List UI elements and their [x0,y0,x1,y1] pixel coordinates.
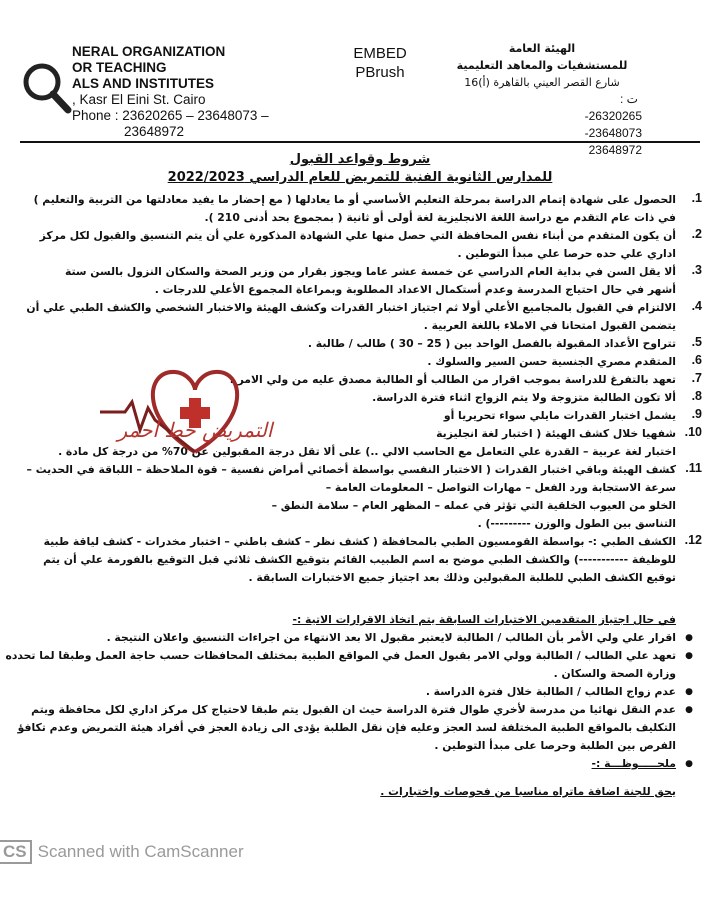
page-title: شروط وقواعد القبول [289,152,431,167]
item-line: تعهد بالتفرغ للدراسة بموجب اقرار من الطالب أو الطالبة مصدق عليه من ولي الامر . [229,373,676,386]
pbrush-text: PBrush [355,64,405,81]
item-line: أشهر في حال احتياج المدرسة وعدم أستكمال الاعداد المطلوبة وبمراعاة المجموع الأعلي للدرجات . [154,283,676,296]
item-number: 9. [691,407,702,421]
bullet-item [40,629,702,647]
item-line: الالتزام في القبول بالمجاميع الأعلي أولا ثم اجتياز اختبار القدرات وكشف الهيئة والاختبار الشخصي والكشف الطبي علي أن [26,301,676,314]
item-line: اداري علي حده حرصا علي مبدأ التوطين . [457,247,676,260]
org-ar: الهيئة العامة [508,42,576,55]
bullet-line: الفرص بين الطلبة وحرصا على مبدأ التوطين . [434,739,676,752]
bullet-line: تعهد علي الطالب / الطالبة وولي الامر بقبول العمل في المواقع الطبية بمختلف المحافظات حسب حاجة العمل وطبقا لما تحدده [5,649,676,662]
org-ar: للمستشفيات والمعاهد التعليمية [456,59,628,72]
item-number: 6. [691,353,702,367]
bullet-icon: ● [685,633,693,643]
bullet-item [40,683,702,701]
declarations-section [5,611,702,801]
item-line: الحصول على شهادة إتمام الدراسة بمرحلة التعليم الأساسي أو ما يعادلها ( مع إحضار ما يفيد معادلتها من التربية والتعليم ) [33,193,676,206]
bullet-icon: ● [685,705,693,715]
logo-slogan: التمريض خط أحمر [117,418,273,442]
search-icon[interactable] [18,58,78,118]
item-number: 2. [691,227,702,241]
camscanner-badge: CS [0,840,32,864]
list-item [60,335,702,353]
bullet-item [17,701,702,755]
header-embed [340,44,420,82]
item-number: 8. [691,389,702,403]
list-item [26,299,702,335]
phone: Phone : 23620265 – 23648073 – [72,108,269,123]
item-line: أن يكون المتقدم من أبناء نفس المحافظة التي حصل منها علي الشهادة المذكورة علي أن يتم التنسيق والقبول لكل مركز [39,229,676,242]
item-number: 11. [685,461,702,475]
item-line: يشمل اختبار القدرات مايلي سواء تحريريا أو [443,409,676,422]
item-number: 4. [691,299,702,313]
camscanner-watermark [0,840,244,864]
note-item: ● ملحـــــوظـــة :- [40,755,702,773]
item-line: يتضمن القبول امتحانا في الاملاء باللغة العربية . [423,319,676,332]
item-line: سرعة الاستجابة ورد الفعل – مهارات التواصل – المعلومات العامة – [325,481,676,494]
item-line: الخلو من العيوب الخلقية التي تؤثر في عمله – المظهر العام – سلامة النطق – [271,499,676,512]
list-item [26,461,702,533]
list-item [39,227,702,263]
bullet-line: وزارة الصحة والسكان . [553,667,676,680]
item-line: للوظيفة -----------) والكشف الطبي موضح به اسم الطبيب القائم بتوقيع الكشف ثلاثي قبل التوقيع بالفورمة علي أن يتم [43,553,676,566]
item-number: 3. [691,263,702,277]
item-number: 12. [684,533,702,547]
org-line: NERAL ORGANIZATION [72,44,226,59]
heart-logo-icon [100,360,290,460]
list-item [60,263,702,299]
item-line: ألا تكون الطالبة متزوجة ولا يتم الزواج اثناء فترة الدراسة. [372,391,676,404]
phone-cont: 23648972 [124,124,185,139]
phone-ar: ت : 26320265- 23648073- 23648972 [584,92,642,157]
note-text: يحق للجنة اضافة ماتراه مناسبا من فحوصات واختبارات . [380,785,676,798]
item-line: الكشف الطبي :- بواسطة القومسيون الطبي بالمحافظة ( كشف نظر – كشف باطني – اختبار مخدرات - كشف لياقة طبية [43,535,676,548]
section-heading: في حال اجتياز المتقدمين الاختبارات السابقة يتم اتخاذ الاقرارات الاتية :- [292,613,676,626]
bullet-line: عدم النقل نهائيا من مدرسة لأخري طوال فترة الدراسة حيث ان القبول يتم طبقا لاحتياج كل مركز اداري لكل محافظة ويتم [31,703,676,716]
item-line: توقيع الكشف الطبي للطلبة المقبولين وذلك بعد اجتياز جميع الاختبارات السابقة . [248,571,676,584]
item-line: في ذات عام التقدم مع دراسة اللغة الانجليزية لغة أولى أو ثانية ( بمجموع بحد أدنى 210 ). [204,211,676,224]
item-line: التناسق بين الطول والوزن ---------) . [477,517,676,530]
item-line: ألا يقل السن في بداية العام الدراسي عن خمسة عشر عاما ويجوز بقرار من وزير الصحة والسكان النزول بالسن ستة [64,265,676,278]
item-line: كشف الهيئة وباقي اختبار القدرات ( الاختبار النفسي بواسطة أخصائي أمراض نفسية – قوة الملاحظة – اللباقة في الحديث – [26,463,676,476]
item-line: المتقدم مصري الجنسية حسن السير والسلوك . [427,355,676,368]
header-divider [20,141,700,143]
item-line: اختبار لغة عربية – القدرة علي التعامل مع الحاسب الالي ..) على ألا تقل درجة المقبولين عن 70% من درجة كل مادة . [58,445,676,458]
note-label: ملحـــــوظـــة :- [591,757,676,770]
address-ar: شارع القصر العيني بالقاهرة (أ)16 [464,76,620,89]
item-number: 7. [691,371,702,385]
embed-text: EMBED [353,45,407,62]
org-line: OR TEACHING [72,60,167,75]
org-line: ALS AND INSTITUTES [72,76,215,91]
item-line: تتراوح الأعداد المقبولة بالفصل الواحد بين ( 25 – 30 ) طالب / طالبة . [307,337,676,350]
item-number: 10. [684,425,702,439]
header-english [72,44,269,140]
item-number: 1. [691,191,702,205]
item-number: 5. [691,335,702,349]
page-subtitle: للمدارس الثانوية الفنية للتمريض للعام الدراسي 2022/2023 [167,170,553,185]
item-line: شفهيا خلال كشف الهيئة ( اختبار لغة انجليزية [436,427,676,440]
camscanner-text: Scanned with CamScanner [37,842,244,861]
bullet-line: التكليف بالمواقع الطبية المختلفة لسد العجز وعليه فإن نقل الطلبة يؤدى الى زيادة العجز في أفراد هيئة التمريض وعدم تكافؤ [17,721,676,734]
address: , Kasr El Eini St. Cairo [72,92,206,107]
list-item [33,191,702,227]
bullet-line: اقرار علي ولي الأمر بأن الطالب / الطالبة لايعتبر مقبول الا بعد الانتهاء من اجراءات التنسيق واعلان النتيجة . [106,631,676,644]
bullet-item [5,647,702,683]
list-item [43,533,702,587]
bullet-icon: ● [685,651,693,661]
bullet-icon: ● [685,687,693,697]
bullet-line: عدم زواج الطالب / الطالبة خلال فترة الدراسة . [425,685,676,698]
